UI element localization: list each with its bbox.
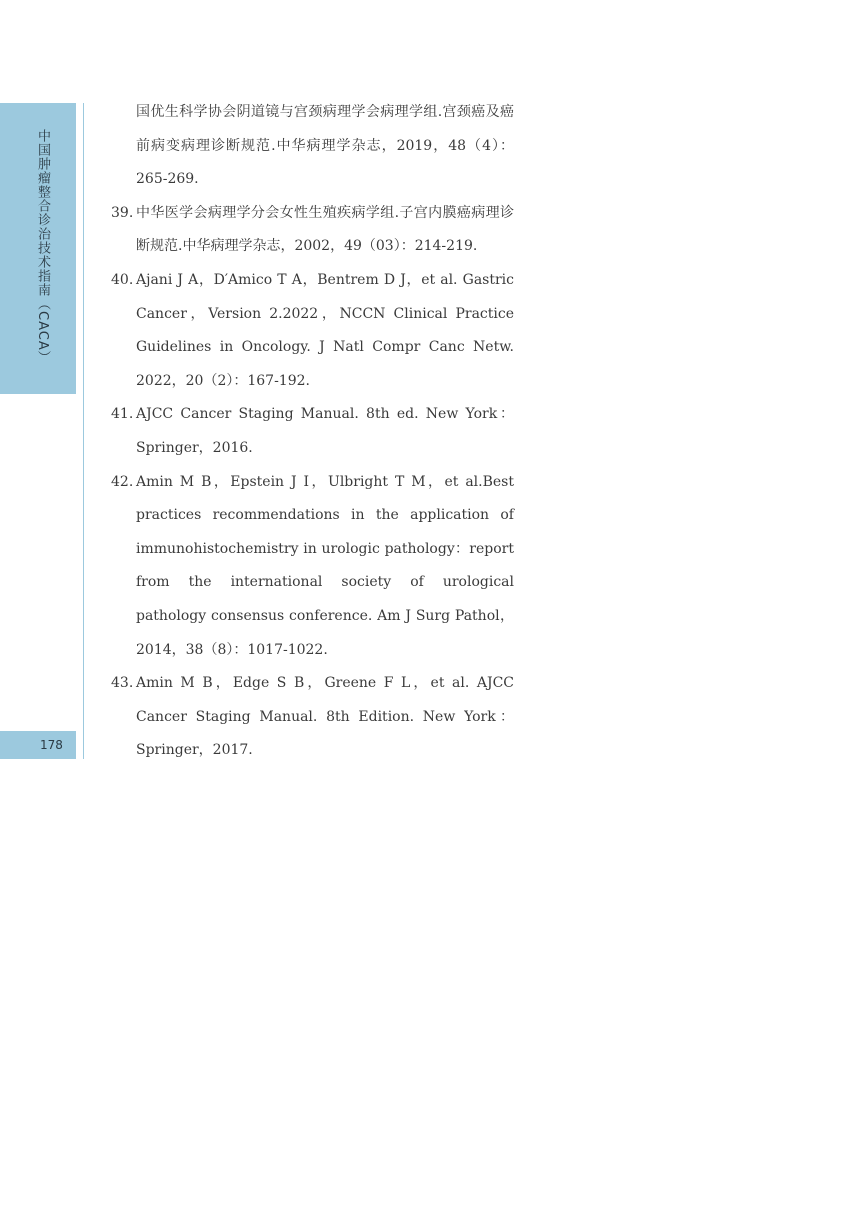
reference-number: 40. <box>111 271 134 288</box>
reference-number: 39. <box>111 204 134 221</box>
reference-text: Amin M B，Epstein J I，Ulbright T M，et al.Best practices recommendations in the application of immunohistochemistry in urologic pathology：report from the international society of urological pathology consensus conference. Am J Surg Pathol，2014，38（8）：1017-1022. <box>136 473 514 658</box>
reference-text: AJCC Cancer Staging Manual. 8th ed. New York：Springer，2016. <box>136 406 514 456</box>
reference-text: Amin M B，Edge S B，Greene F L，et al. AJCC Cancer Staging Manual. 8th Edition. New York：Springer，2017. <box>136 675 514 759</box>
reference-number: 41. <box>111 406 134 423</box>
reference-text: 中华医学会病理学分会女性生殖疾病学组.子宫内膜癌病理诊断规范.中华病理学杂志，2002，49（03）：214-219. <box>136 204 514 255</box>
reference-number: 43. <box>111 675 134 692</box>
reference-item <box>111 667 514 768</box>
vertical-divider <box>83 103 84 759</box>
reference-item <box>111 398 514 465</box>
page-number: 178 <box>40 738 63 752</box>
reference-text: Ajani J A，D′Amico T A，Bentrem D J，et al. Gastric Cancer，Version 2.2022，NCCN Clinical Practice Guidelines in Oncology. J Natl Compr Canc Netw. 2022，20（2）：167-192. <box>136 271 514 389</box>
reference-item <box>111 96 514 197</box>
reference-list <box>111 96 514 768</box>
reference-text: 国优生科学协会阴道镜与宫颈病理学会病理学组.宫颈癌及癌前病变病理诊断规范.中华病理学杂志，2019，48（4）：265-269. <box>136 104 514 188</box>
reference-item <box>111 466 514 668</box>
sidebar-title: 中国肿瘤整合诊治技术指南（CACA） <box>35 129 50 365</box>
reference-item <box>111 264 514 398</box>
page-number-tab <box>0 731 76 759</box>
reference-item <box>111 197 514 264</box>
reference-number: 42. <box>111 473 134 490</box>
